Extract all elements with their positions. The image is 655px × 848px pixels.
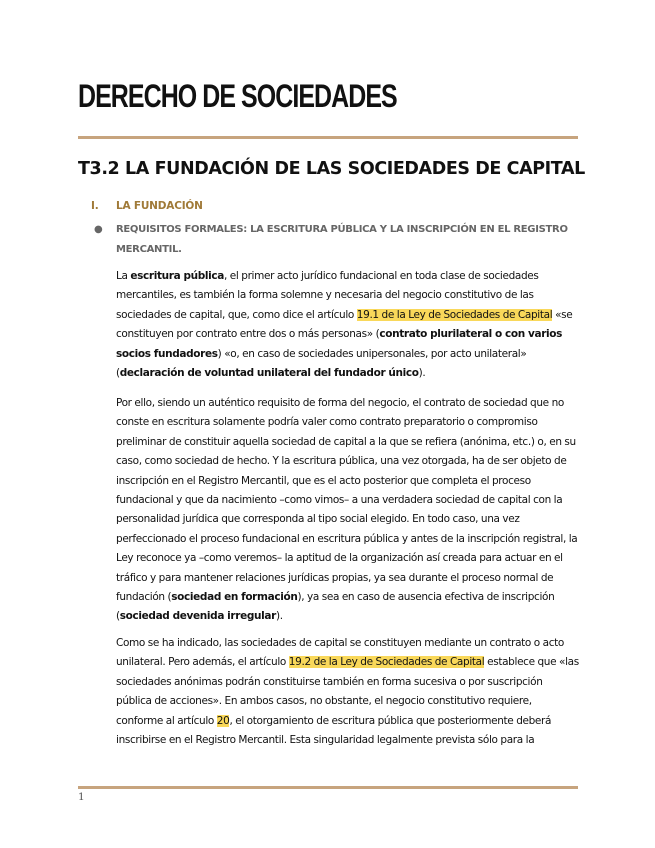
paragraph-text: , el otorgamiento de escritura pública que posteriormente deberá inscribirse en el Registro Mercantil. Esta singularidad legalmente prevista sólo para la xyxy=(116,714,552,747)
topic-heading: T3.2 LA FUNDACIÓN DE LAS SOCIEDADES DE CAPITAL xyxy=(78,159,585,179)
section-number: I. xyxy=(91,200,99,212)
bullet-item xyxy=(94,220,574,260)
bold-term: sociedad devenida irregular xyxy=(119,610,276,623)
bold-term: sociedad en formación xyxy=(171,591,298,604)
paragraph-text: Por ello, siendo un auténtico requisito de forma del negocio, el contrato de sociedad que no conste en escritura solamente podría valer como contrato preparatorio o compromiso preliminar de constituir aquella sociedad de capital a la que se refiera (anónima, etc.) o, en su caso, como sociedad de hecho. Y la escritura pública, una vez otorgada, ha de ser objeto de inscripción en el Registro Mercantil, que es el acto posterior que completa el proceso fundacional y que da nacimiento –como vimos– a una verdadera sociedad de capital con la personalidad jurídica que corresponda al tipo social elegido. En todo caso, una vez perfeccionado el proceso fundacional en escritura pública y antes de la inscripción registral, la Ley reconoce ya –como veremos– la aptitud de la organización así creada para actuar en el tráfico y para mantener relaciones jurídicas propias, ya sea durante el proceso normal de fundación ( xyxy=(116,397,578,604)
highlighted-reference: 20 xyxy=(216,714,230,727)
bold-term: contrato plurilateral o con varios socios fundadores xyxy=(116,328,563,360)
section-title: LA FUNDACIÓN xyxy=(116,200,203,212)
paragraph-text: , el primer acto jurídico fundacional en toda clase de sociedades mercantiles, es también la forma solemne y necesaria del negocio constitutivo de las sociedades de capital, que, como dice el artículo xyxy=(116,270,539,321)
bold-term: declaración de voluntad unilateral del fundador único xyxy=(119,367,419,380)
paragraph-text: establece que «las sociedades anónimas podrán constituirse también en forma sucesiva o por suscripción pública de acciones». En ambos casos, no obstante, el negocio constitutivo requiere, conforme al artículo xyxy=(116,656,579,727)
bullet-dot-icon: ● xyxy=(94,224,103,235)
paragraph-2 xyxy=(116,394,580,627)
bold-term: escritura pública xyxy=(130,270,225,282)
highlighted-reference: 19.2 de la Ley de Sociedades de Capital xyxy=(288,656,485,669)
header-divider xyxy=(78,136,578,139)
footer-divider xyxy=(78,786,578,789)
paragraph-3 xyxy=(116,634,580,750)
paragraph-text: ). xyxy=(275,610,283,623)
bullet-text: REQUISITOS FORMALES: LA ESCRITURA PÚBLICA Y LA INSCRIPCIÓN EN EL REGISTRO MERCANTIL. xyxy=(116,224,568,255)
section-heading xyxy=(91,200,203,212)
paragraph-text: Como se ha indicado, las sociedades de capital se constituyen mediante un contrato o acto unilateral. Pero además, el artículo xyxy=(116,637,565,669)
document-title: DERECHO DE SOCIEDADES xyxy=(78,78,397,114)
paragraph-text: ). xyxy=(418,367,426,380)
paragraph-text: ), ya sea en caso de ausencia efectiva de inscripción ( xyxy=(116,591,555,623)
paragraph-text: ) «o, en caso de sociedades unipersonales, por acto unilateral» ( xyxy=(116,347,527,380)
page-number: 1 xyxy=(78,791,85,803)
paragraph-1 xyxy=(116,267,580,383)
highlighted-reference: 19.1 de la Ley de Sociedades de Capital xyxy=(356,308,553,321)
paragraph-text: «se constituyen por contrato entre dos o más personas» ( xyxy=(116,308,573,341)
paragraph-text: La xyxy=(116,270,131,282)
